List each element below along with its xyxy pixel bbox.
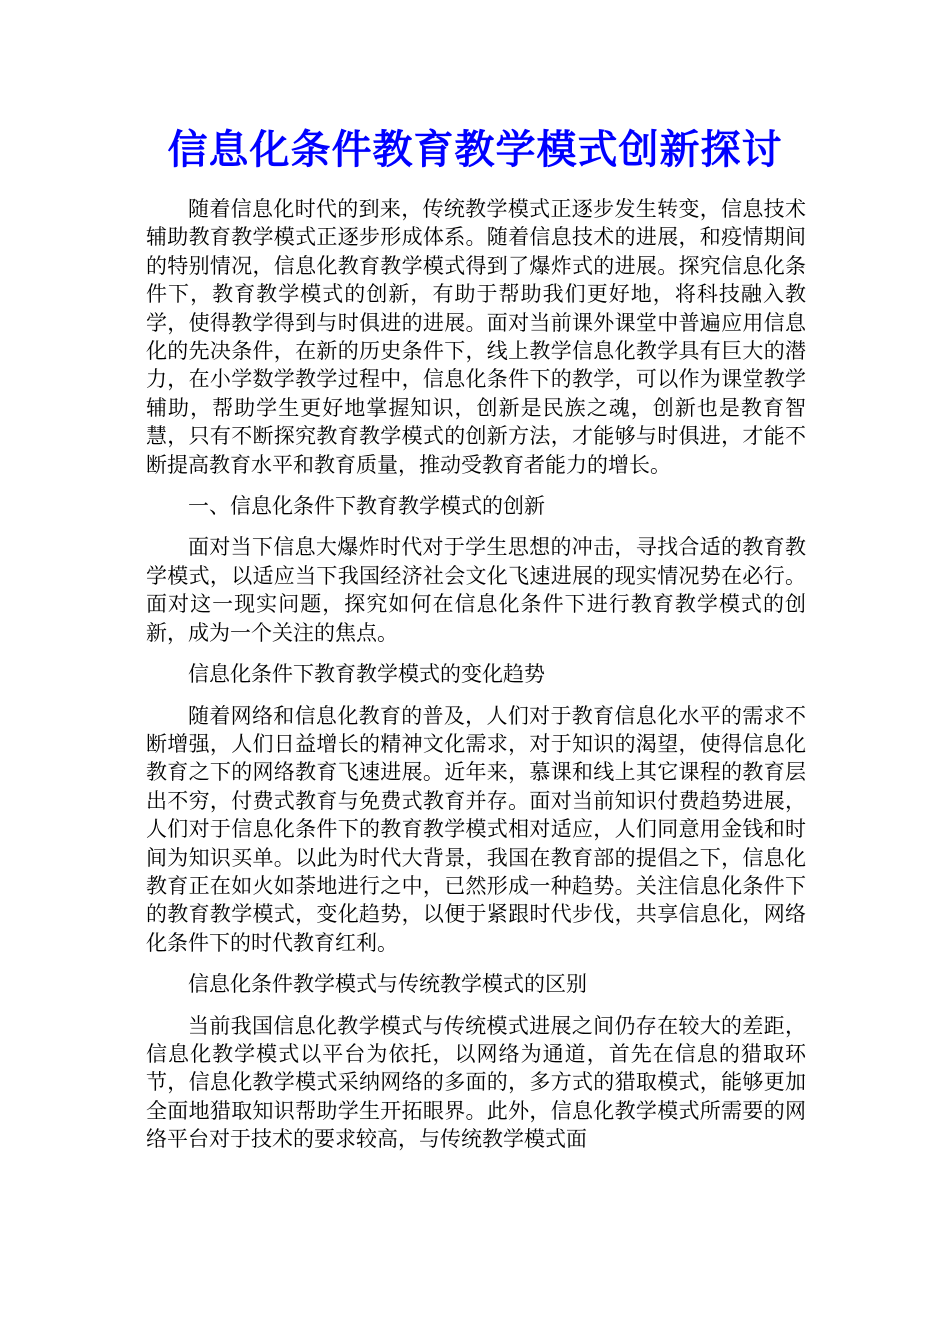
document-body	[146, 195, 806, 1154]
section-heading-1: 一、信息化条件下教育教学模式的创新	[188, 494, 545, 519]
subsection-heading-trend: 信息化条件下教育教学模式的变化趋势	[188, 662, 545, 687]
document-title: 信息化条件教育教学模式创新探讨	[167, 126, 783, 173]
subsection-heading-difference: 信息化条件教学模式与传统教学模式的区别	[188, 972, 587, 997]
body-paragraph-3: 当前我国信息化教学模式与传统模式进展之间仍存在较大的差距，信息化教学模式以平台为依托，以网络为通道，首先在信息的猎取环节，信息化教学模式采纳网络的多面的，多方式的猎取模式，能够更加全面地猎取知识帮助学生开拓眼界。此外，信息化教学模式所需要的网络平台对于技术的要求较高，与传统教学模式面	[146, 1013, 806, 1152]
intro-paragraph: 随着信息化时代的到来，传统教学模式正逐步发生转变，信息技术辅助教育教学模式正逐步形成体系。随着信息技术的进展，和疫情期间的特别情况，信息化教育教学模式得到了爆炸式的进展。探究信息化条件下，教育教学模式的创新，有助于帮助我们更好地，将科技融入教学，使得教学得到与时俱进的进展。面对当前课外课堂中普遍应用信息化的先决条件，在新的历史条件下，线上教学信息化教学具有巨大的潜力，在小学数学教学过程中，信息化条件下的教学，可以作为课堂教学辅助，帮助学生更好地掌握知识，创新是民族之魂，创新也是教育智慧，只有不断探究教育教学模式的创新方法，才能够与时俱进，才能不断提高教育水平和教育质量，推动受教育者能力的增长。	[146, 197, 806, 477]
body-paragraph-2: 随着网络和信息化教育的普及，人们对于教育信息化水平的需求不断增强，人们日益增长的精神文化需求，对于知识的渴望，使得信息化教育之下的网络教育飞速进展。近年来，慕课和线上其它课程的教育层出不穷，付费式教育与免费式教育并存。面对当前知识付费趋势进展，人们对于信息化条件下的教育教学模式相对适应，人们同意用金钱和时间为知识买单。以此为时代大背景，我国在教育部的提倡之下，信息化教育正在如火如荼地进行之中，已然形成一种趋势。关注信息化条件下的教育教学模式，变化趋势，以便于紧跟时代步伐，共享信息化，网络化条件下的时代教育红利。	[146, 703, 806, 955]
body-paragraph-1: 面对当下信息大爆炸时代对于学生思想的冲击，寻找合适的教育教学模式，以适应当下我国经济社会文化飞速进展的现实情况势在必行。面对这一现实问题，探究如何在信息化条件下进行教育教学模式的创新，成为一个关注的焦点。	[146, 535, 806, 645]
